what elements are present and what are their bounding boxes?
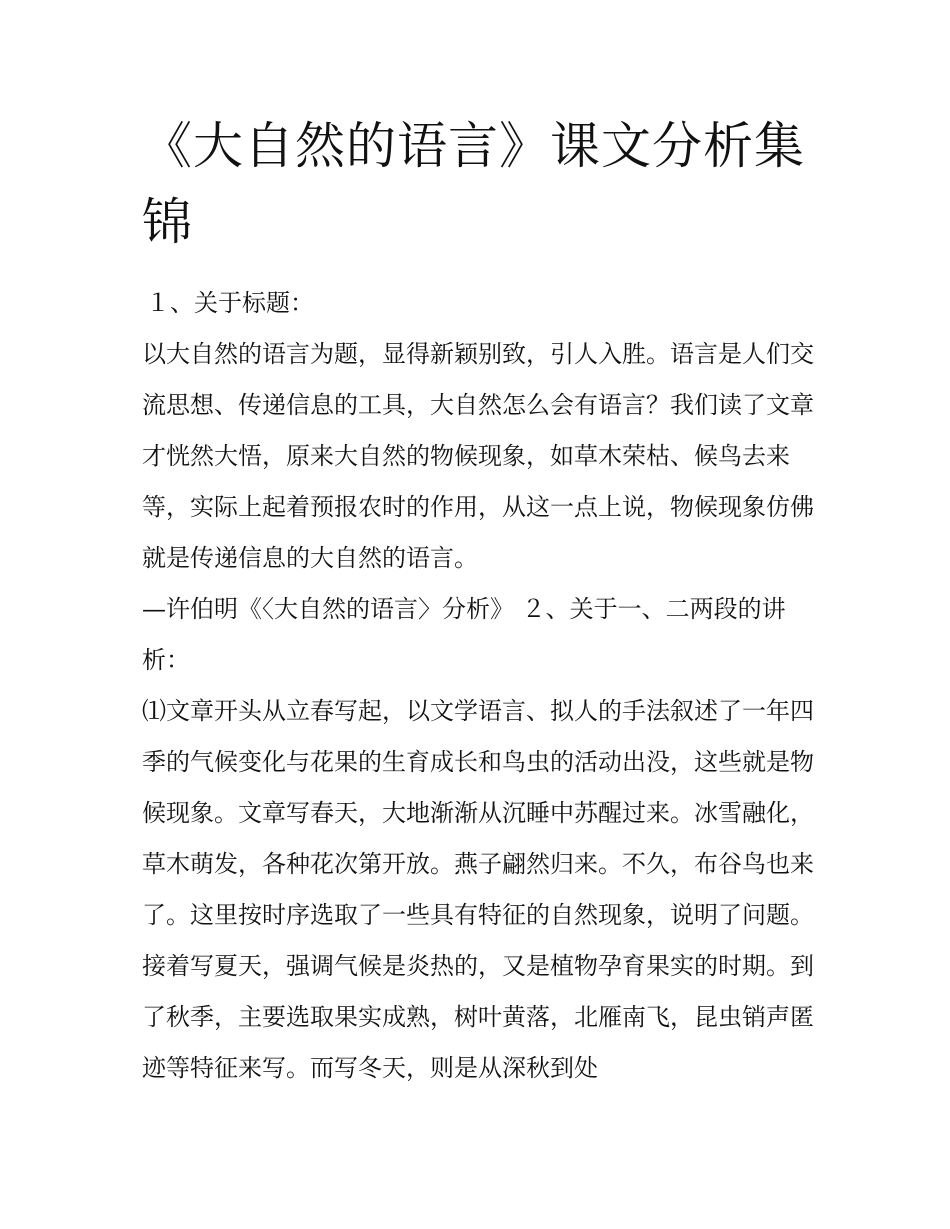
section1-body: 以大自然的语言为题，显得新颖别致，引人入胜。语言是人们交流思想、传递信息的工具，大自然怎么会有语言？我们读了文章才恍然大悟，原来大自然的物候现象，如草木荣枯、候鸟去来等，实际上起着预报农时的作用，从这一点上说，物候现象仿佛就是传递信息的大自然的语言。 [142, 340, 814, 572]
section1-heading: １、关于标题： [146, 289, 314, 317]
section2-paragraph1: ⑴文章开头从立春写起，以文学语言、拟人的手法叙述了一年四季的气候变化与花果的生育成长和鸟虫的活动出没，这些就是物候现象。文章写春天，大地渐渐从沉睡中苏醒过来。冰雪融化，草木萌发，各种花次第开放。燕子翩然归来。不久，布谷鸟也来了。这里按时序选取了一些具有特征的自然现象，说明了问题。接着写夏天，强调气候是炎热的，又是植物孕育果实的时期。到了秋季，主要选取果实成熟，树叶黄落，北雁南飞，昆虫销声匿迹等特征来写。而写冬天，则是从深秋到处 [142, 697, 814, 1082]
document-title: 《大自然的语言》课文分析集锦 [142, 117, 805, 251]
document-body [142, 278, 814, 1094]
attribution-and-section2-heading: —许伯明《〈大自然的语言〉分析》 ２、关于一、二两段的讲析： [142, 595, 786, 674]
